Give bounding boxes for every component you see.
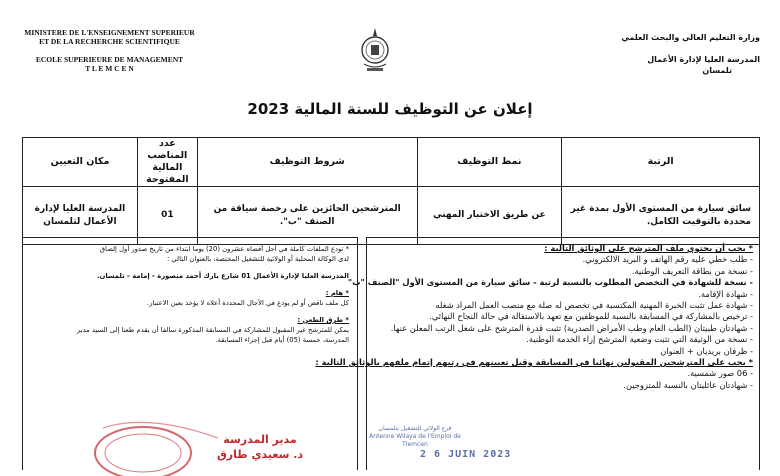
- table-header-row: [23, 138, 760, 187]
- deadline-line1: * تودع الملفات كاملة في أجل أقصاه عشرون (20) يوما ابتداء من تاريخ صدور أول إلصاق: [99, 245, 349, 253]
- school-fr-line2: T L E M C E N: [85, 64, 134, 73]
- recruitment-table: [22, 137, 760, 245]
- header-place: مكان التعيين: [23, 138, 138, 187]
- document-item: - شهادة الإقامة.: [698, 288, 753, 299]
- header-mode: نمط التوظيف: [417, 138, 562, 187]
- cell-mode: عن طريق الاختبار المهني: [417, 187, 562, 245]
- cell-place: المدرسة العليا لإدارة الأعمال لتلمسان: [23, 187, 138, 245]
- agency-stamp: [360, 425, 470, 449]
- documents-heading: * يجب أن يحتوي ملف المترشح على الوثائق التالية :: [544, 243, 753, 253]
- agency-stamp-line1: فرع الولائي للتشغيل بتلمسان: [378, 425, 452, 432]
- header-conditions: شروط التوظيف: [197, 138, 417, 187]
- cell-rank: سائق سيارة من المستوى الأول بمدة غير محددة بالتوقيت الكامل.: [562, 187, 760, 245]
- header-rank: الرتبة: [562, 138, 760, 187]
- document-item: - طلب خطي عليه رقم الهاتف و البريد الالكتروني.: [582, 254, 753, 265]
- cell-conditions: المترشحين الحائزين على رخصة سياقة من الصنف "ب".: [197, 187, 417, 245]
- submission-address: المدرسة العليا لإدارة الأعمال 01 شارع بارك أحمد منصورة - إمامة - تلمسان.: [96, 272, 349, 280]
- date-stamp: 2 6 JUIN 2023: [420, 449, 512, 460]
- final-documents-heading: * يجب على المترشحين المقبولين نهائيا في المسابقة وقبل تعيينهم في رتبهم إتمام ملفهم بالوثائق التالية :: [315, 357, 753, 368]
- school-fr-line1: ECOLE SUPERIEURE DE MANAGEMENT: [35, 55, 184, 64]
- ministry-fr-line2: ET DE LA RECHERCHE SCIENTIFIQUE: [39, 37, 180, 46]
- document-item: - نسخة من بطاقة التعريف الوطنية.: [631, 265, 753, 276]
- appeal-line1: يمكن للمترشح غير المقبول للمشاركة في المسابقة المذكورة سالفا أن يقدم طعنا إلى السيد مدير: [76, 326, 349, 334]
- signature-title: مدير المدرسة: [223, 433, 297, 446]
- cell-positions: 01: [137, 187, 197, 245]
- ministry-ar: وزارة التعليم العالي والبحث العلمي: [621, 33, 760, 42]
- signature-name: د. سعيدي طارق: [216, 448, 304, 461]
- document-item: - نسخة للشهادة في التخصص المطلوب بالنسبة لرتبة - سائق سيارة من المستوى الأول "الصنف "ب": [347, 277, 753, 288]
- header-positions: عدد المناصب المالية المفتوحة: [137, 138, 197, 187]
- final-document-item: - 06 صور شمسية.: [687, 368, 753, 379]
- document-item: - نسخة من الوثيقة التي تثبت وضعية المترشح إزاء الخدمة الوطنية.: [526, 334, 753, 345]
- header-arabic: [550, 32, 760, 76]
- announcement-title: إعلان عن التوظيف للسنة المالية 2023: [247, 100, 533, 118]
- important-label: * هام :: [325, 289, 349, 297]
- document-item: - شهادتان طبيتان (الطب العام وطب الأمراض الصدرية) تثبت قدرة المترشح على شغل الرتب المعلن عنها.: [390, 322, 753, 333]
- document-item: - ترخيص بالمشاركة في المسابقة بالنسبة للموظفين مع تعهد بالاستقالة في حالة النجاح النهائي.: [429, 311, 753, 322]
- city-ar: تلمسان: [702, 66, 732, 75]
- deadline-line2: لدى الوكالة المحلية أو الولائية للتشغيل المختصة، بالعنوان التالي :: [166, 255, 349, 263]
- document-item: - ظرفان بريديان + العنوان: [660, 345, 753, 356]
- header-french: [22, 28, 197, 73]
- appeal-line2: المدرسة، خمسة (05) أيام قبل إجراء المسابقة.: [215, 336, 349, 344]
- final-document-item: - شهادتان عائليتان بالنسبة للمتزوجين.: [623, 379, 753, 390]
- agency-stamp-line2: Antenne Wilaya de l'Emploi de Tlemcen: [369, 433, 461, 448]
- ministry-fr-line1: MINISTERE DE L'ENSEIGNEMENT SUPERIEUR: [24, 28, 195, 37]
- document-item: - شهادة عمل تثبت الخبرة المهنية المكتسبة في تخصص له صلة مع منصب العمل المراد شغله: [435, 300, 753, 311]
- school-ar: المدرسة العليا لإدارة الأعمال: [647, 55, 760, 64]
- school-logo: [355, 26, 395, 74]
- important-text: كل ملف ناقص أو لم يودع في الآجال المحددة أعلاه لا يؤخذ بعين الاعتبار.: [147, 299, 349, 307]
- appeal-label: * طرق الطعن :: [297, 316, 349, 324]
- table-row: [23, 187, 760, 245]
- director-signature: [200, 432, 320, 462]
